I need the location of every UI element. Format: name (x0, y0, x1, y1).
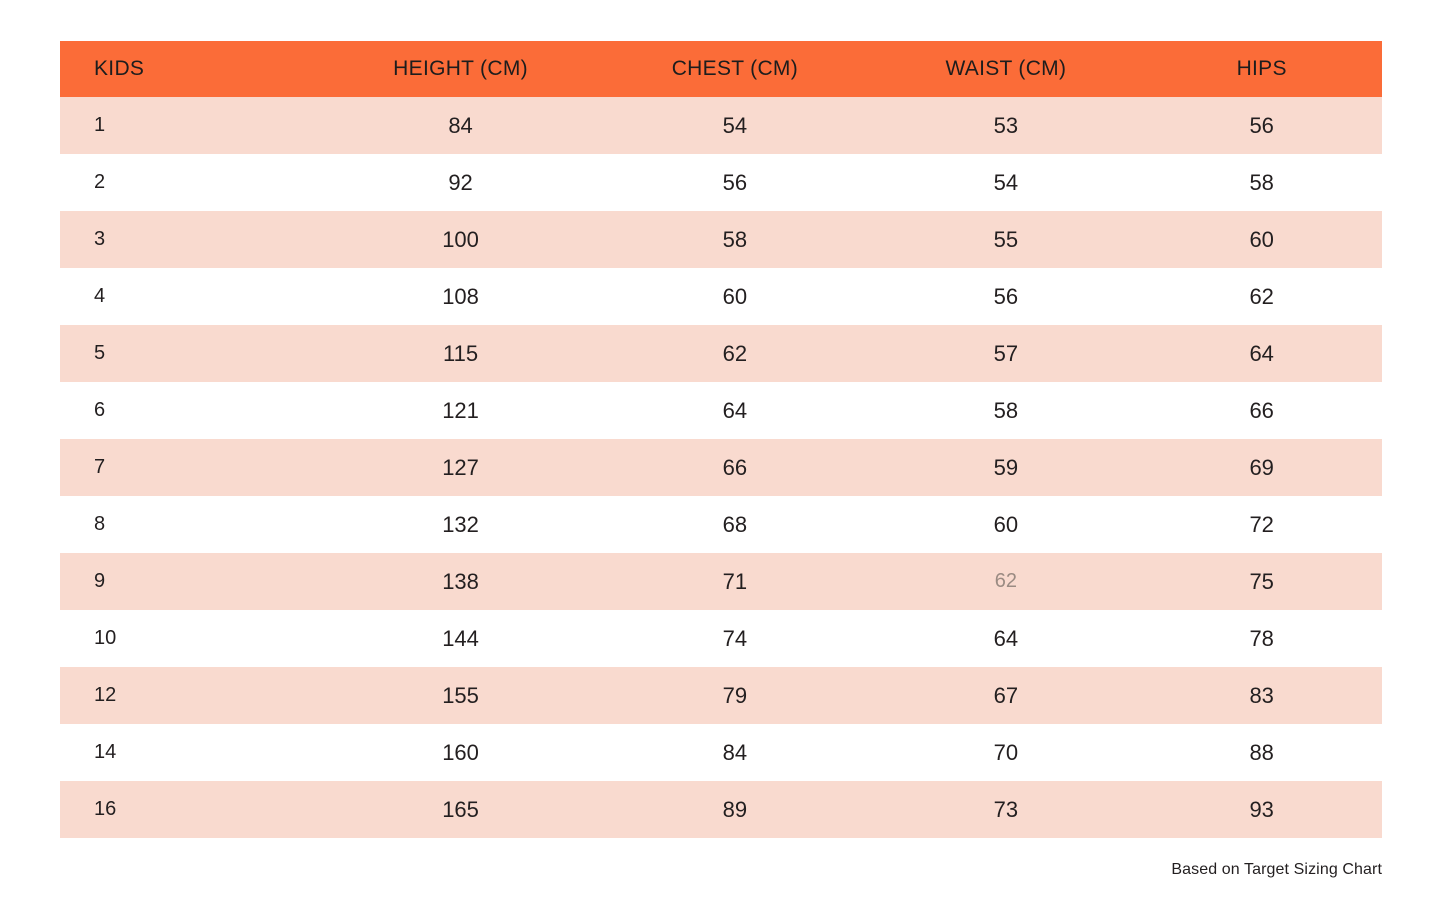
cell-hips: 69 (1141, 439, 1382, 496)
table-row (60, 268, 1382, 325)
cell-hips: 56 (1141, 97, 1382, 154)
table-row (60, 496, 1382, 553)
cell-waist: 54 (870, 154, 1141, 211)
cell-waist: 59 (870, 439, 1141, 496)
table-row (60, 553, 1382, 610)
cell-height: 108 (322, 268, 600, 325)
cell-kids: 3 (60, 211, 322, 268)
cell-kids: 8 (60, 496, 322, 553)
cell-hips: 83 (1141, 667, 1382, 724)
cell-hips: 75 (1141, 553, 1382, 610)
cell-chest: 84 (599, 724, 870, 781)
cell-height: 132 (322, 496, 600, 553)
size-chart-table-wrapper (60, 41, 1382, 838)
cell-waist: 73 (870, 781, 1141, 838)
cell-chest: 68 (599, 496, 870, 553)
cell-chest: 62 (599, 325, 870, 382)
cell-hips: 72 (1141, 496, 1382, 553)
cell-hips: 66 (1141, 382, 1382, 439)
cell-waist: 60 (870, 496, 1141, 553)
cell-kids: 7 (60, 439, 322, 496)
cell-waist: 53 (870, 97, 1141, 154)
cell-hips: 60 (1141, 211, 1382, 268)
cell-kids: 9 (60, 553, 322, 610)
column-header-chest: CHEST (CM) (599, 41, 870, 97)
column-header-kids: KIDS (60, 41, 322, 97)
cell-height: 144 (322, 610, 600, 667)
cell-waist: 55 (870, 211, 1141, 268)
cell-waist: 56 (870, 268, 1141, 325)
cell-chest: 58 (599, 211, 870, 268)
cell-waist: 70 (870, 724, 1141, 781)
table-row (60, 439, 1382, 496)
cell-chest: 74 (599, 610, 870, 667)
cell-height: 92 (322, 154, 600, 211)
table-row (60, 154, 1382, 211)
table-body (60, 97, 1382, 838)
table-row (60, 211, 1382, 268)
cell-chest: 89 (599, 781, 870, 838)
cell-height: 160 (322, 724, 600, 781)
cell-height: 84 (322, 97, 600, 154)
cell-kids: 14 (60, 724, 322, 781)
cell-chest: 56 (599, 154, 870, 211)
table-row (60, 382, 1382, 439)
table-row (60, 781, 1382, 838)
table-row (60, 610, 1382, 667)
cell-kids: 4 (60, 268, 322, 325)
cell-height: 100 (322, 211, 600, 268)
cell-height: 115 (322, 325, 600, 382)
table-header-row (60, 41, 1382, 97)
cell-kids: 16 (60, 781, 322, 838)
cell-chest: 71 (599, 553, 870, 610)
cell-kids: 10 (60, 610, 322, 667)
cell-height: 121 (322, 382, 600, 439)
table-row (60, 724, 1382, 781)
cell-kids: 6 (60, 382, 322, 439)
kids-size-chart-table (60, 41, 1382, 838)
cell-waist: 62 (870, 553, 1141, 610)
cell-kids: 12 (60, 667, 322, 724)
table-row (60, 325, 1382, 382)
cell-hips: 78 (1141, 610, 1382, 667)
cell-chest: 66 (599, 439, 870, 496)
table-row (60, 667, 1382, 724)
cell-hips: 62 (1141, 268, 1382, 325)
source-footnote: Based on Target Sizing Chart (1171, 861, 1382, 878)
cell-chest: 60 (599, 268, 870, 325)
table-header (60, 41, 1382, 97)
column-header-waist: WAIST (CM) (870, 41, 1141, 97)
cell-waist: 64 (870, 610, 1141, 667)
cell-chest: 54 (599, 97, 870, 154)
table-row (60, 97, 1382, 154)
cell-waist: 58 (870, 382, 1141, 439)
column-header-height: HEIGHT (CM) (322, 41, 600, 97)
cell-hips: 64 (1141, 325, 1382, 382)
cell-height: 127 (322, 439, 600, 496)
cell-chest: 64 (599, 382, 870, 439)
cell-chest: 79 (599, 667, 870, 724)
cell-kids: 1 (60, 97, 322, 154)
cell-hips: 88 (1141, 724, 1382, 781)
cell-hips: 58 (1141, 154, 1382, 211)
cell-hips: 93 (1141, 781, 1382, 838)
cell-height: 155 (322, 667, 600, 724)
column-header-hips: HIPS (1141, 41, 1382, 97)
cell-height: 165 (322, 781, 600, 838)
cell-waist: 67 (870, 667, 1141, 724)
cell-height: 138 (322, 553, 600, 610)
cell-kids: 2 (60, 154, 322, 211)
cell-kids: 5 (60, 325, 322, 382)
cell-waist: 57 (870, 325, 1141, 382)
